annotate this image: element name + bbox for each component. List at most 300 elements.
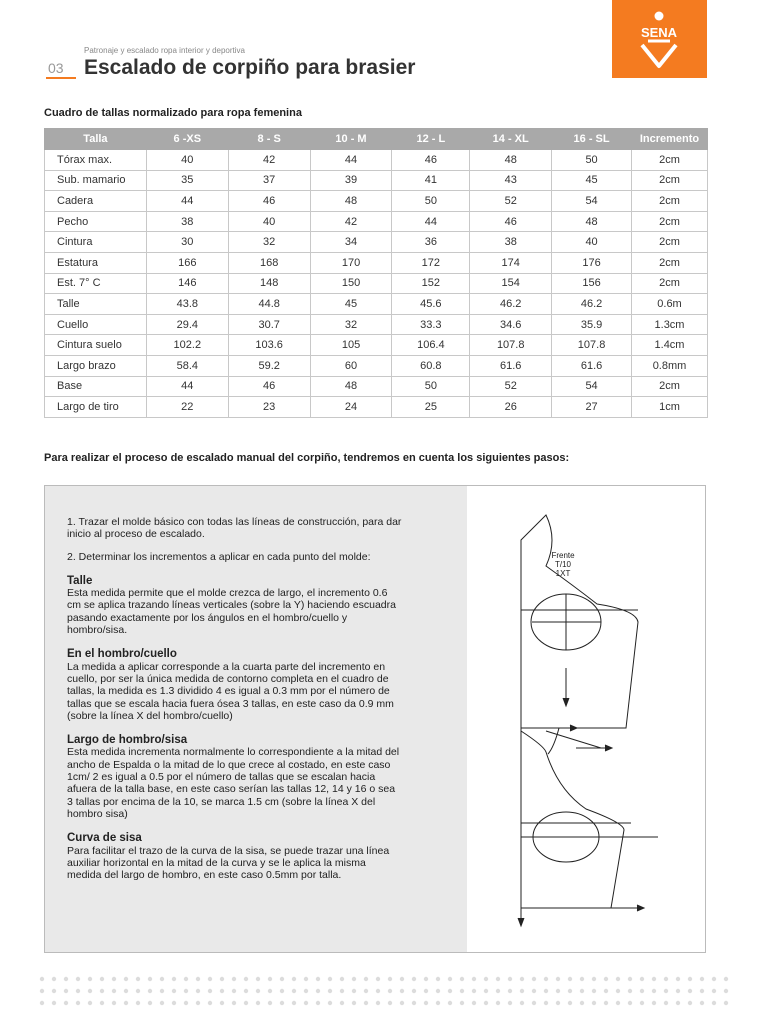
measure-name-cell: Talle xyxy=(45,294,147,315)
value-cell: 103.6 xyxy=(228,335,310,356)
column-header: 12 - L xyxy=(392,129,470,150)
value-cell: 42 xyxy=(310,211,392,232)
decorative-dot xyxy=(592,1001,596,1005)
decorative-dot xyxy=(364,1001,368,1005)
value-cell: 38 xyxy=(470,232,552,253)
value-cell: 2cm xyxy=(632,376,708,397)
decorative-dot xyxy=(340,977,344,981)
value-cell: 107.8 xyxy=(552,335,632,356)
measure-name-cell: Cintura xyxy=(45,232,147,253)
decorative-dot xyxy=(364,989,368,993)
decorative-dot xyxy=(532,1001,536,1005)
diagram-label-line2: T/10 xyxy=(554,560,572,569)
decorative-dot xyxy=(580,977,584,981)
decorative-dot xyxy=(640,977,644,981)
value-cell: 46 xyxy=(228,376,310,397)
document-subtitle: Patronaje y escalado ropa interior y deportiva xyxy=(84,46,245,55)
section-body: La medida a aplicar corresponde a la cuarta parte del incremento en cuello, por ser la única medida de contorno completa en el cuadro de tallas, la medida es 1.3 dividido 4 es igual a 0.3 mm por el número de tallas que se escala hacia fuera ósea 3 tallas, en este caso da 0.9 mm (sobre la línea X del hombro/cuello) xyxy=(67,660,394,722)
decorative-dot xyxy=(556,1001,560,1005)
value-cell: 30 xyxy=(146,232,228,253)
decorative-dot xyxy=(388,977,392,981)
size-table-caption: Cuadro de tallas normalizado para ropa femenina xyxy=(44,107,302,119)
value-cell: 150 xyxy=(310,273,392,294)
decorative-dot xyxy=(496,989,500,993)
decorative-dot xyxy=(544,1001,548,1005)
decorative-dot xyxy=(88,977,92,981)
decorative-dot xyxy=(292,977,296,981)
value-cell: 52 xyxy=(470,191,552,212)
size-chart-table xyxy=(44,128,708,418)
decorative-dot xyxy=(448,977,452,981)
decorative-dot xyxy=(208,989,212,993)
decorative-dot xyxy=(556,977,560,981)
value-cell: 48 xyxy=(310,191,392,212)
decorative-dot xyxy=(280,977,284,981)
measure-name-cell: Cadera xyxy=(45,191,147,212)
decorative-dot xyxy=(412,1001,416,1005)
decorative-dot xyxy=(616,989,620,993)
table-row xyxy=(45,211,708,232)
value-cell: 25 xyxy=(392,397,470,418)
value-cell: 50 xyxy=(392,376,470,397)
decorative-dot xyxy=(484,1001,488,1005)
section-heading: Talle xyxy=(67,574,93,587)
decorative-dot xyxy=(304,1001,308,1005)
decorative-dot xyxy=(520,1001,524,1005)
decorative-dot xyxy=(328,977,332,981)
decorative-dot xyxy=(148,977,152,981)
decorative-dot xyxy=(388,989,392,993)
value-cell: 1.3cm xyxy=(632,314,708,335)
decorative-dot xyxy=(712,977,716,981)
value-cell: 48 xyxy=(310,376,392,397)
section-body: Esta medida permite que el molde crezca de largo, el incremento 0.6 cm se aplica trazando líneas verticales (sobre la Y) haciendo escuadra pasando exactamente por los ángulos en el hombro/cuello y hombro/sisa. xyxy=(67,587,396,637)
value-cell: 35.9 xyxy=(552,314,632,335)
decorative-dot xyxy=(220,989,224,993)
value-cell: 30.7 xyxy=(228,314,310,335)
decorative-dot xyxy=(184,1001,188,1005)
measure-name-cell: Largo brazo xyxy=(45,355,147,376)
value-cell: 23 xyxy=(228,397,310,418)
measure-name-cell: Sub. mamario xyxy=(45,170,147,191)
section-body: Esta medida incrementa normalmente lo correspondiente a la mitad del ancho de Espalda o la mitad de lo que crece al costado, en este caso 1cm/ 2 es igual a 0.5 por el número de tallas que se escalan hacia afuera de la talla base, en este caso serían las tallas 12, 14 y 16 o sea 3 tallas por encima de la 10, se marca 1.5 cm (sobre la línea X del hombro sisa) xyxy=(67,746,400,820)
decorative-dot xyxy=(448,989,452,993)
decorative-dot xyxy=(124,977,128,981)
value-cell: 174 xyxy=(470,252,552,273)
decorative-dot xyxy=(376,977,380,981)
table-row xyxy=(45,294,708,315)
decorative-dot xyxy=(160,989,164,993)
decorative-dot xyxy=(400,977,404,981)
decorative-dot xyxy=(232,977,236,981)
decorative-dot xyxy=(472,989,476,993)
decorative-dot xyxy=(592,989,596,993)
instructions-text xyxy=(67,516,403,881)
decorative-dot xyxy=(76,1001,80,1005)
decorative-dot xyxy=(424,977,428,981)
value-cell: 43 xyxy=(470,170,552,191)
table-row xyxy=(45,355,708,376)
decorative-dot xyxy=(292,989,296,993)
table-row xyxy=(45,273,708,294)
diagram-label-line1: Frente xyxy=(551,551,575,560)
measure-name-cell: Cuello xyxy=(45,314,147,335)
value-cell: 1cm xyxy=(632,397,708,418)
decorative-dot xyxy=(208,1001,212,1005)
decorative-dot xyxy=(580,1001,584,1005)
measure-name-cell: Pecho xyxy=(45,211,147,232)
value-cell: 2cm xyxy=(632,252,708,273)
value-cell: 45 xyxy=(310,294,392,315)
decorative-dot xyxy=(280,989,284,993)
value-cell: 60.8 xyxy=(392,355,470,376)
decorative-dot xyxy=(208,977,212,981)
decorative-dot xyxy=(604,1001,608,1005)
value-cell: 48 xyxy=(470,150,552,171)
column-header: 10 - M xyxy=(310,129,392,150)
diagram-label-line3: 1XT xyxy=(555,569,571,578)
decorative-dot xyxy=(148,989,152,993)
decorative-dot xyxy=(664,989,668,993)
value-cell: 37 xyxy=(228,170,310,191)
decorative-dot xyxy=(100,1001,104,1005)
decorative-dot xyxy=(376,1001,380,1005)
value-cell: 54 xyxy=(552,376,632,397)
value-cell: 35 xyxy=(146,170,228,191)
decorative-dot xyxy=(352,977,356,981)
decorative-dot xyxy=(304,989,308,993)
decorative-dot xyxy=(352,1001,356,1005)
value-cell: 42 xyxy=(228,150,310,171)
decorative-dot xyxy=(436,977,440,981)
table-header-row xyxy=(45,129,708,150)
value-cell: 152 xyxy=(392,273,470,294)
value-cell: 44 xyxy=(310,150,392,171)
value-cell: 146 xyxy=(146,273,228,294)
decorative-dot xyxy=(40,977,44,981)
decorative-dot xyxy=(424,1001,428,1005)
decorative-dot xyxy=(664,1001,668,1005)
value-cell: 50 xyxy=(552,150,632,171)
value-cell: 44.8 xyxy=(228,294,310,315)
decorative-dot xyxy=(436,1001,440,1005)
decorative-dot xyxy=(604,989,608,993)
decorative-dot xyxy=(496,1001,500,1005)
decorative-dot xyxy=(136,977,140,981)
decorative-dot xyxy=(412,989,416,993)
measure-name-cell: Est. 7° C xyxy=(45,273,147,294)
decorative-dot xyxy=(508,989,512,993)
decorative-dot xyxy=(424,989,428,993)
decorative-dot xyxy=(280,1001,284,1005)
decorative-dot xyxy=(676,1001,680,1005)
value-cell: 45.6 xyxy=(392,294,470,315)
decorative-dot xyxy=(472,1001,476,1005)
decorative-dot xyxy=(640,1001,644,1005)
section-heading: Largo de hombro/sisa xyxy=(67,734,188,747)
decorative-dot xyxy=(508,977,512,981)
decorative-dot xyxy=(364,977,368,981)
decorative-dot xyxy=(484,989,488,993)
decorative-dot xyxy=(196,977,200,981)
sena-logo-text: SENA xyxy=(640,25,678,40)
decorative-dot xyxy=(400,989,404,993)
decorative-dot xyxy=(160,1001,164,1005)
decorative-dot xyxy=(244,1001,248,1005)
decorative-dot xyxy=(724,989,728,993)
value-cell: 0.6m xyxy=(632,294,708,315)
decorative-dot xyxy=(328,1001,332,1005)
value-cell: 26 xyxy=(470,397,552,418)
decorative-dot xyxy=(628,977,632,981)
value-cell: 2cm xyxy=(632,211,708,232)
decorative-dot xyxy=(568,989,572,993)
decorative-dot xyxy=(352,989,356,993)
table-body xyxy=(45,150,708,418)
decorative-dot xyxy=(472,977,476,981)
decorative-dot xyxy=(496,977,500,981)
decorative-dot xyxy=(616,977,620,981)
decorative-dot xyxy=(460,989,464,993)
decorative-dot xyxy=(448,1001,452,1005)
value-cell: 34 xyxy=(310,232,392,253)
table-row xyxy=(45,335,708,356)
decorative-dot xyxy=(340,1001,344,1005)
bodice-graded-outline xyxy=(521,731,624,908)
table-row xyxy=(45,191,708,212)
value-cell: 0.8mm xyxy=(632,355,708,376)
decorative-dot xyxy=(112,977,116,981)
decorative-dot xyxy=(244,977,248,981)
decorative-dot xyxy=(508,1001,512,1005)
decorative-dot xyxy=(112,1001,116,1005)
decorative-dot xyxy=(76,977,80,981)
measure-name-cell: Base xyxy=(45,376,147,397)
value-cell: 2cm xyxy=(632,232,708,253)
decorative-dot xyxy=(688,989,692,993)
table-row xyxy=(45,170,708,191)
table-row xyxy=(45,376,708,397)
decorative-dot xyxy=(124,1001,128,1005)
sena-logo xyxy=(612,0,707,78)
decorative-dot xyxy=(724,977,728,981)
value-cell: 40 xyxy=(552,232,632,253)
decorative-dot xyxy=(676,989,680,993)
value-cell: 2cm xyxy=(632,273,708,294)
value-cell: 170 xyxy=(310,252,392,273)
value-cell: 2cm xyxy=(632,150,708,171)
decorative-dot xyxy=(232,989,236,993)
decorative-dot xyxy=(328,989,332,993)
decorative-dot xyxy=(316,1001,320,1005)
value-cell: 45 xyxy=(552,170,632,191)
value-cell: 154 xyxy=(470,273,552,294)
decorative-dot xyxy=(400,1001,404,1005)
section-body: Para facilitar el trazo de la curva de la sisa, se puede trazar una línea auxiliar horizontal en la mitad de la curva y se le aplica la misma medida del largo de hombro, en este caso 0.5mm por talla. xyxy=(67,844,390,882)
page-title: Escalado de corpiño para brasier xyxy=(84,56,416,79)
bodice-pattern-diagram xyxy=(466,500,666,940)
decorative-dot xyxy=(640,989,644,993)
value-cell: 34.6 xyxy=(470,314,552,335)
decorative-dot xyxy=(76,989,80,993)
measure-name-cell: Largo de tiro xyxy=(45,397,147,418)
value-cell: 50 xyxy=(392,191,470,212)
decorative-dot xyxy=(724,1001,728,1005)
decorative-dot xyxy=(604,977,608,981)
value-cell: 172 xyxy=(392,252,470,273)
step-1: 1. Trazar el molde básico con todas las líneas de construcción, para dar inicio al proceso de escalado. xyxy=(67,516,402,541)
value-cell: 58.4 xyxy=(146,355,228,376)
decorative-dot xyxy=(244,989,248,993)
decorative-dot xyxy=(412,977,416,981)
value-cell: 40 xyxy=(146,150,228,171)
column-header: 8 - S xyxy=(228,129,310,150)
decorative-dot xyxy=(700,977,704,981)
decorative-dot xyxy=(160,977,164,981)
grading-arrow xyxy=(546,731,601,748)
value-cell: 148 xyxy=(228,273,310,294)
section-underline xyxy=(46,77,76,79)
measure-name-cell: Estatura xyxy=(45,252,147,273)
decorative-dot xyxy=(712,989,716,993)
decorative-dot xyxy=(376,989,380,993)
decorative-dot xyxy=(196,1001,200,1005)
value-cell: 46 xyxy=(392,150,470,171)
decorative-dot xyxy=(616,1001,620,1005)
instructions-text-area xyxy=(45,486,467,952)
value-cell: 168 xyxy=(228,252,310,273)
value-cell: 176 xyxy=(552,252,632,273)
column-header: 16 - SL xyxy=(552,129,632,150)
value-cell: 32 xyxy=(228,232,310,253)
decorative-dot xyxy=(40,1001,44,1005)
decorative-dot xyxy=(460,977,464,981)
decorative-dot xyxy=(88,1001,92,1005)
decorative-dot xyxy=(544,989,548,993)
decorative-dot xyxy=(544,977,548,981)
decorative-dot xyxy=(520,989,524,993)
measure-name-cell: Tórax max. xyxy=(45,150,147,171)
decorative-dot xyxy=(652,977,656,981)
value-cell: 36 xyxy=(392,232,470,253)
value-cell: 2cm xyxy=(632,170,708,191)
decorative-dot xyxy=(40,989,44,993)
column-header: 6 -XS xyxy=(146,129,228,150)
value-cell: 2cm xyxy=(632,191,708,212)
value-cell: 166 xyxy=(146,252,228,273)
decorative-dot xyxy=(172,1001,176,1005)
decorative-dot xyxy=(112,989,116,993)
decorative-dot xyxy=(196,989,200,993)
decorative-dot xyxy=(220,977,224,981)
decorative-dot xyxy=(652,989,656,993)
decorative-dot xyxy=(256,1001,260,1005)
decorative-dot xyxy=(64,989,68,993)
column-header: 14 - XL xyxy=(470,129,552,150)
decorative-dot xyxy=(64,977,68,981)
decorative-dot xyxy=(688,977,692,981)
step-2: 2. Determinar los incrementos a aplicar en cada punto del molde: xyxy=(67,550,371,563)
section-number: 03 xyxy=(48,60,64,76)
decorative-dot xyxy=(292,1001,296,1005)
decorative-dot xyxy=(652,1001,656,1005)
decorative-dot xyxy=(52,1001,56,1005)
decorative-dot xyxy=(124,989,128,993)
decorative-dot xyxy=(268,977,272,981)
decorative-dot xyxy=(520,977,524,981)
decorative-dot xyxy=(220,1001,224,1005)
value-cell: 32 xyxy=(310,314,392,335)
decorative-dot xyxy=(232,1001,236,1005)
decorative-dot xyxy=(148,1001,152,1005)
value-cell: 40 xyxy=(228,211,310,232)
value-cell: 105 xyxy=(310,335,392,356)
value-cell: 27 xyxy=(552,397,632,418)
decorative-dot xyxy=(436,989,440,993)
decorative-dot xyxy=(304,977,308,981)
value-cell: 39 xyxy=(310,170,392,191)
value-cell: 43.8 xyxy=(146,294,228,315)
value-cell: 22 xyxy=(146,397,228,418)
value-cell: 102.2 xyxy=(146,335,228,356)
decorative-dot xyxy=(580,989,584,993)
decorative-dot xyxy=(628,1001,632,1005)
decorative-dot xyxy=(268,989,272,993)
decorative-dot xyxy=(316,977,320,981)
decorative-dot xyxy=(688,1001,692,1005)
decorative-dot xyxy=(676,977,680,981)
value-cell: 46 xyxy=(470,211,552,232)
decorative-dot xyxy=(316,989,320,993)
table-row xyxy=(45,252,708,273)
decorative-dot xyxy=(184,977,188,981)
decorative-dot xyxy=(64,1001,68,1005)
measure-name-cell: Cintura suelo xyxy=(45,335,147,356)
decorative-dot xyxy=(532,977,536,981)
decorative-dot xyxy=(184,989,188,993)
value-cell: 46 xyxy=(228,191,310,212)
decorative-dot xyxy=(388,1001,392,1005)
decorative-dot xyxy=(568,1001,572,1005)
value-cell: 46.2 xyxy=(552,294,632,315)
decorative-dot xyxy=(136,1001,140,1005)
value-cell: 41 xyxy=(392,170,470,191)
decorative-dot xyxy=(256,989,260,993)
value-cell: 44 xyxy=(146,191,228,212)
value-cell: 54 xyxy=(552,191,632,212)
table-row xyxy=(45,150,708,171)
decorative-dot xyxy=(712,1001,716,1005)
value-cell: 48 xyxy=(552,211,632,232)
value-cell: 44 xyxy=(146,376,228,397)
decorative-dot xyxy=(484,977,488,981)
value-cell: 106.4 xyxy=(392,335,470,356)
value-cell: 29.4 xyxy=(146,314,228,335)
table-row xyxy=(45,232,708,253)
value-cell: 107.8 xyxy=(470,335,552,356)
value-cell: 38 xyxy=(146,211,228,232)
column-header: Talla xyxy=(45,129,147,150)
decorative-dot xyxy=(532,989,536,993)
value-cell: 61.6 xyxy=(470,355,552,376)
decorative-dot xyxy=(700,1001,704,1005)
steps-intro: Para realizar el proceso de escalado manual del corpiño, tendremos en cuenta los siguientes pasos: xyxy=(44,452,570,464)
decorative-dot-pattern xyxy=(38,975,730,1009)
decorative-dot xyxy=(556,989,560,993)
decorative-dot xyxy=(460,1001,464,1005)
decorative-dot xyxy=(268,1001,272,1005)
decorative-dot xyxy=(52,989,56,993)
